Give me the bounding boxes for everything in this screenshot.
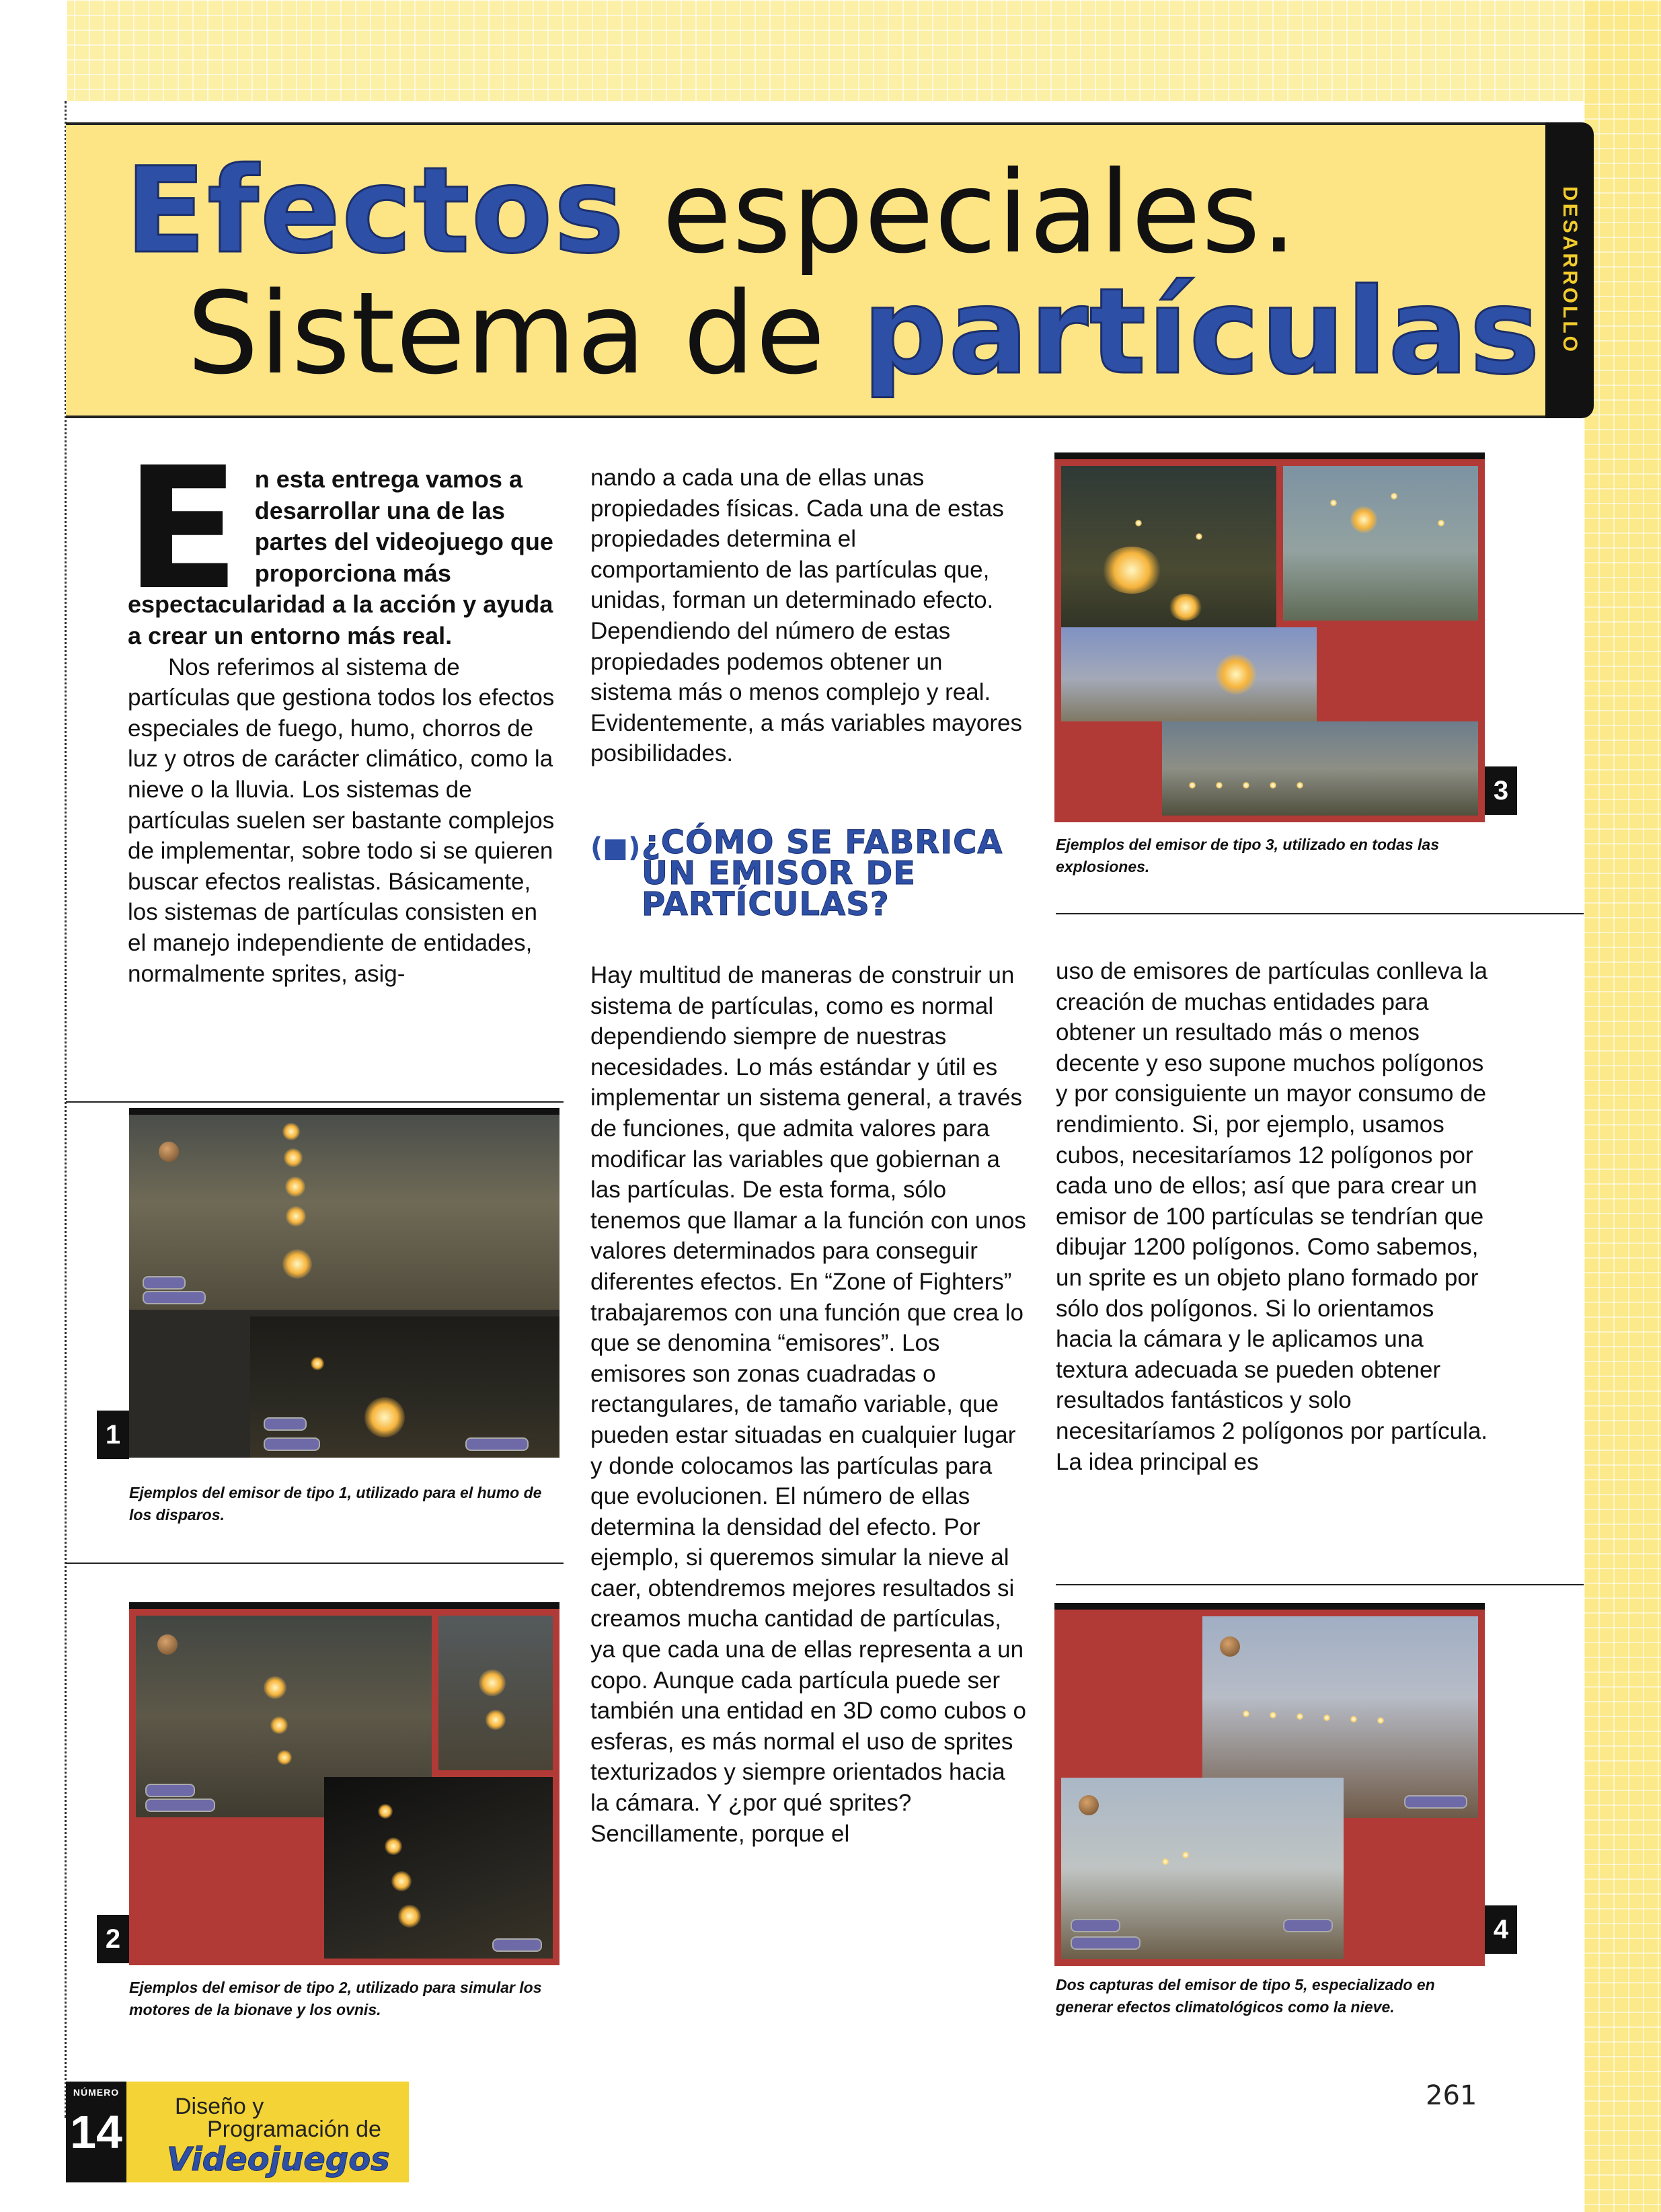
column-2-top: [590, 463, 1028, 769]
rule-right-2: [1056, 1584, 1584, 1585]
column-3: [1056, 956, 1493, 1477]
rule-left-2: [66, 1563, 564, 1564]
column-2-top-text: nando a cada una de ellas unas propiedades físicas. Cada una de estas propiedades determina el comportamiento de las partículas que, unidas, forman un determinado efecto. Dependiendo del número de estas propiedades podemos obtener un sistema más o menos complejo y real. Evidentemente, a más variables mayores posibilidades.: [590, 465, 1022, 767]
issue-number: 14: [70, 2106, 122, 2158]
issue-badge: [66, 2082, 126, 2182]
section-tab: [1545, 122, 1594, 418]
issue-label: NÚMERO: [73, 2087, 120, 2098]
figure-2-number: 2: [97, 1915, 129, 1963]
figure-3-number: 3: [1485, 766, 1517, 815]
section-label: DESARROLLO: [1559, 186, 1581, 354]
right-grid-strip: [1584, 0, 1661, 2212]
magazine-line-1: Diseño y: [175, 2094, 264, 2119]
column-1: [125, 431, 558, 989]
figure-1-caption: Ejemplos del emisor de tipo 1, utilizado para el humo de los disparos.: [129, 1484, 542, 1524]
figure-2-caption: Ejemplos del emisor de tipo 2, utilizado para simular los motores de la bionave y los ovnis.: [129, 1979, 542, 2018]
subheading-bullet-icon: (■): [590, 832, 641, 863]
figure-1-image: [129, 1115, 559, 1458]
magazine-logo: [126, 2082, 409, 2182]
fig4-top-bar: [1054, 1603, 1485, 1610]
subheading-text: ¿CÓMO SE FABRICA UN EMISOR DE PARTÍCULAS?: [642, 824, 1003, 923]
title-banner: [66, 122, 1545, 418]
figure-4-number: 4: [1485, 1905, 1517, 1954]
rule-left-1: [66, 1101, 564, 1103]
rule-right-1: [1056, 913, 1584, 914]
title-word-sistema: Sistema de: [187, 268, 863, 399]
title-word-especiales: especiales.: [625, 147, 1298, 278]
dropcap: E: [125, 431, 240, 627]
figure-1-number: 1: [97, 1411, 129, 1459]
magazine-line-2: Programación de: [207, 2117, 381, 2142]
column-3-body-text: uso de emisores de partículas conlleva la creación de muchas entidades para obtener un resultado más o menos decente y eso supone muchos polígonos y por consiguiente un mayor consumo de rendimiento. Si, por ejemplo, usamos cubos, necesitaríamos 12 polígonos por cada uno de ellos; así que para crear un emisor de 100 partículas se tendrían que dibujar 1200 polígonos. Como sabemos, un sprite es un objeto plano formado por sólo dos polígonos. Si lo orientamos hacia la cámara y le aplicamos una textura adecuada se pueden obtener resultados fantásticos y solo necesitaríamos 2 polígonos por partícula. La idea principal es: [1056, 958, 1488, 1475]
title-line-2: [187, 263, 1541, 401]
fig3-top-bar: [1054, 452, 1485, 459]
column-2-body-text: Hay multitud de maneras de construir un sistema de partículas, como es normal dependiendo siempre de nuestras necesidades. Lo más estándar y útil es implementar un sistema general, a través de funciones, que admita valores para modificar las variables que gobiernan a las partículas. De esta forma, sólo tenemos que llamar a la función con unos valores determinados para conseguir diferentes efectos. En “Zone of Fighters” trabajaremos con una función que crea lo que se denomina “emisores”. Los emisores son zonas cuadradas o rectangulares, de tamaño variable, que pueden estar situadas en cualquier lugar y donde colocamos las partículas para que evolucionen. El número de ellas determina la densidad del efecto. Por ejemplo, si queremos simular la nieve al caer, obtendremos mejores resultados si creamos mucha cantidad de partículas, ya que cada una de ellas representa a un copo. Aunque cada partícula puede ser también una entidad en 3D como cubos o esferas, es más normal el uso de sprites texturizados y siempre orientados hacia la cámara. Y ¿por qué sprites? Sencillamente, porque el: [590, 962, 1026, 1847]
fig1-top-bar: [129, 1108, 559, 1115]
title-line-1: [125, 142, 1298, 280]
top-grid-strip: [0, 0, 1584, 101]
column-1-body: Nos referimos al sistema de partículas que gestiona todos los efectos especiales de fuego, humo, chorros de luz y otros de carácter climático, como la nieve o la lluvia. Los sistemas de partículas suelen ser bastante complejos de implementar, sobre todo si se quieren buscar efectos realistas. Básicamente, los sistemas de partículas consisten en el manejo independiente de entidades, normalmente sprites, asig-: [128, 654, 555, 987]
title-word-efectos: Efectos: [125, 142, 626, 280]
figure-4-caption: Dos capturas del emisor de tipo 5, especializado en generar efectos climatológicos como la nieve.: [1056, 1976, 1435, 2016]
fig2-top-bar: [129, 1602, 559, 1609]
subheading: [590, 824, 1028, 923]
figure-3-image: [1054, 459, 1485, 822]
column-2-body: [590, 960, 1028, 1849]
figure-4-image: [1054, 1610, 1485, 1966]
magazine-footer: [66, 2082, 409, 2182]
lead-paragraph: n esta entrega vamos a desarrollar una de las partes del videojuego que proporciona más espectacularidad a la acción y ayuda a crear un entorno más real.: [128, 465, 553, 649]
magazine-line-3: Videojuegos: [167, 2141, 390, 2178]
figure-3-caption: Ejemplos del emisor de tipo 3, utilizado en todas las explosiones.: [1056, 836, 1440, 875]
figure-2-image: [129, 1609, 559, 1965]
page-number: 261: [1426, 2080, 1477, 2111]
title-word-particulas: partículas: [862, 263, 1541, 401]
